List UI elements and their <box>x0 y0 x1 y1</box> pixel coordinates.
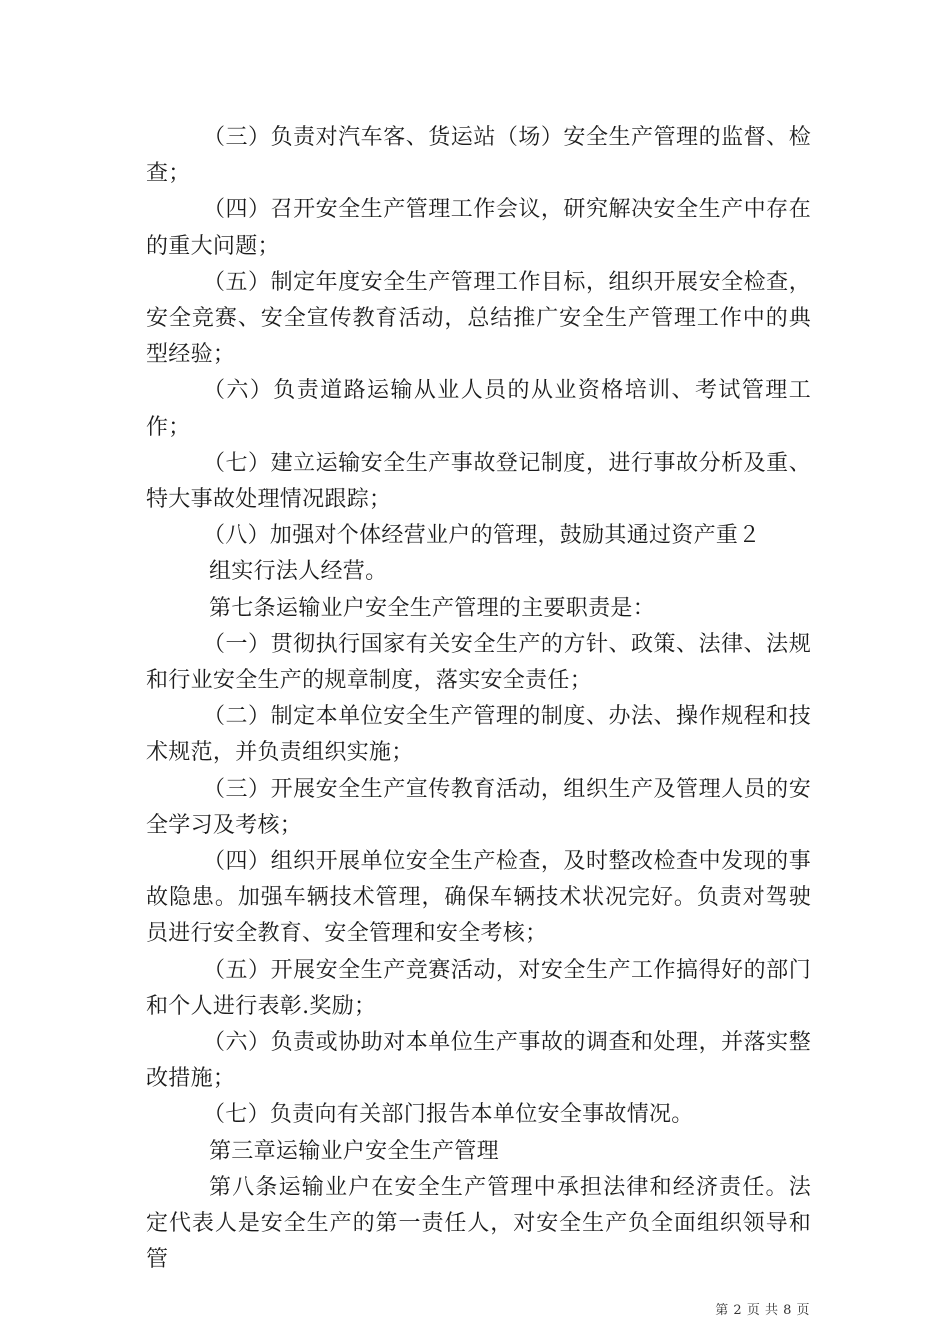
duty-item-4: （四）组织开展单位安全生产检查，及时整改检查中发现的事故隐患。加强车辆技术管理，确保车辆技术状况完好。负责对驾驶员进行安全教育、安全管理和安全考核； <box>146 849 811 947</box>
paragraph-continuation: 组实行法人经营。 <box>209 559 388 585</box>
duty-item-5: （五）开展安全生产竞赛活动，对安全生产工作搞得好的部门和个人进行表彰.奖励； <box>146 957 811 1019</box>
paragraph-item-3: （三）负责对汽车客、货运站（场）安全生产管理的监督、检查； <box>146 125 811 187</box>
duty-item-6: （六）负责或协助对本单位生产事故的调查和处理，并落实整改措施； <box>146 1030 811 1092</box>
page-footer: 第 2 页 共 8 页 <box>715 1303 810 1318</box>
duty-item-2: （二）制定本单位安全生产管理的制度、办法、操作规程和技术规范，并负责组织实施； <box>146 704 811 766</box>
paragraph-item-7: （七）建立运输安全生产事故登记制度，进行事故分析及重、特大事故处理情况跟踪； <box>146 450 811 513</box>
chapter-3-heading: 第三章运输业户安全生产管理 <box>209 1138 499 1164</box>
document-body <box>146 120 811 1279</box>
duty-item-3: （三）开展安全生产宣传教育活动，组织生产及管理人员的安全学习及考核； <box>146 776 811 838</box>
duty-item-1: （一）贯彻执行国家有关安全生产的方针、政策、法律、法规和行业安全生产的规章制度，落实安全责任； <box>146 631 811 694</box>
article-8-paragraph: 第八条运输业户在安全生产管理中承担法律和经济责任。法定代表人是安全生产的第一责任人，对安全生产负全面组织领导和管 <box>146 1174 811 1273</box>
paragraph-item-5: （五）制定年度安全生产管理工作目标，组织开展安全检查，安全竞赛、安全宣传教育活动，总结推广安全生产管理工作中的典型经验； <box>146 269 811 368</box>
paragraph-item-8: （八）加强对个体经营业户的管理，鼓励其通过资产重２ <box>203 523 761 549</box>
paragraph-item-6: （六）负责道路运输从业人员的从业资格培训、考试管理工作； <box>146 378 811 440</box>
article-7-heading: 第七条运输业户安全生产管理的主要职责是： <box>209 595 656 621</box>
duty-item-7: （七）负责向有关部门报告本单位安全事故情况。 <box>203 1102 694 1128</box>
paragraph-item-4: （四）召开安全生产管理工作会议，研究解决安全生产中存在的重大问题； <box>146 197 811 259</box>
